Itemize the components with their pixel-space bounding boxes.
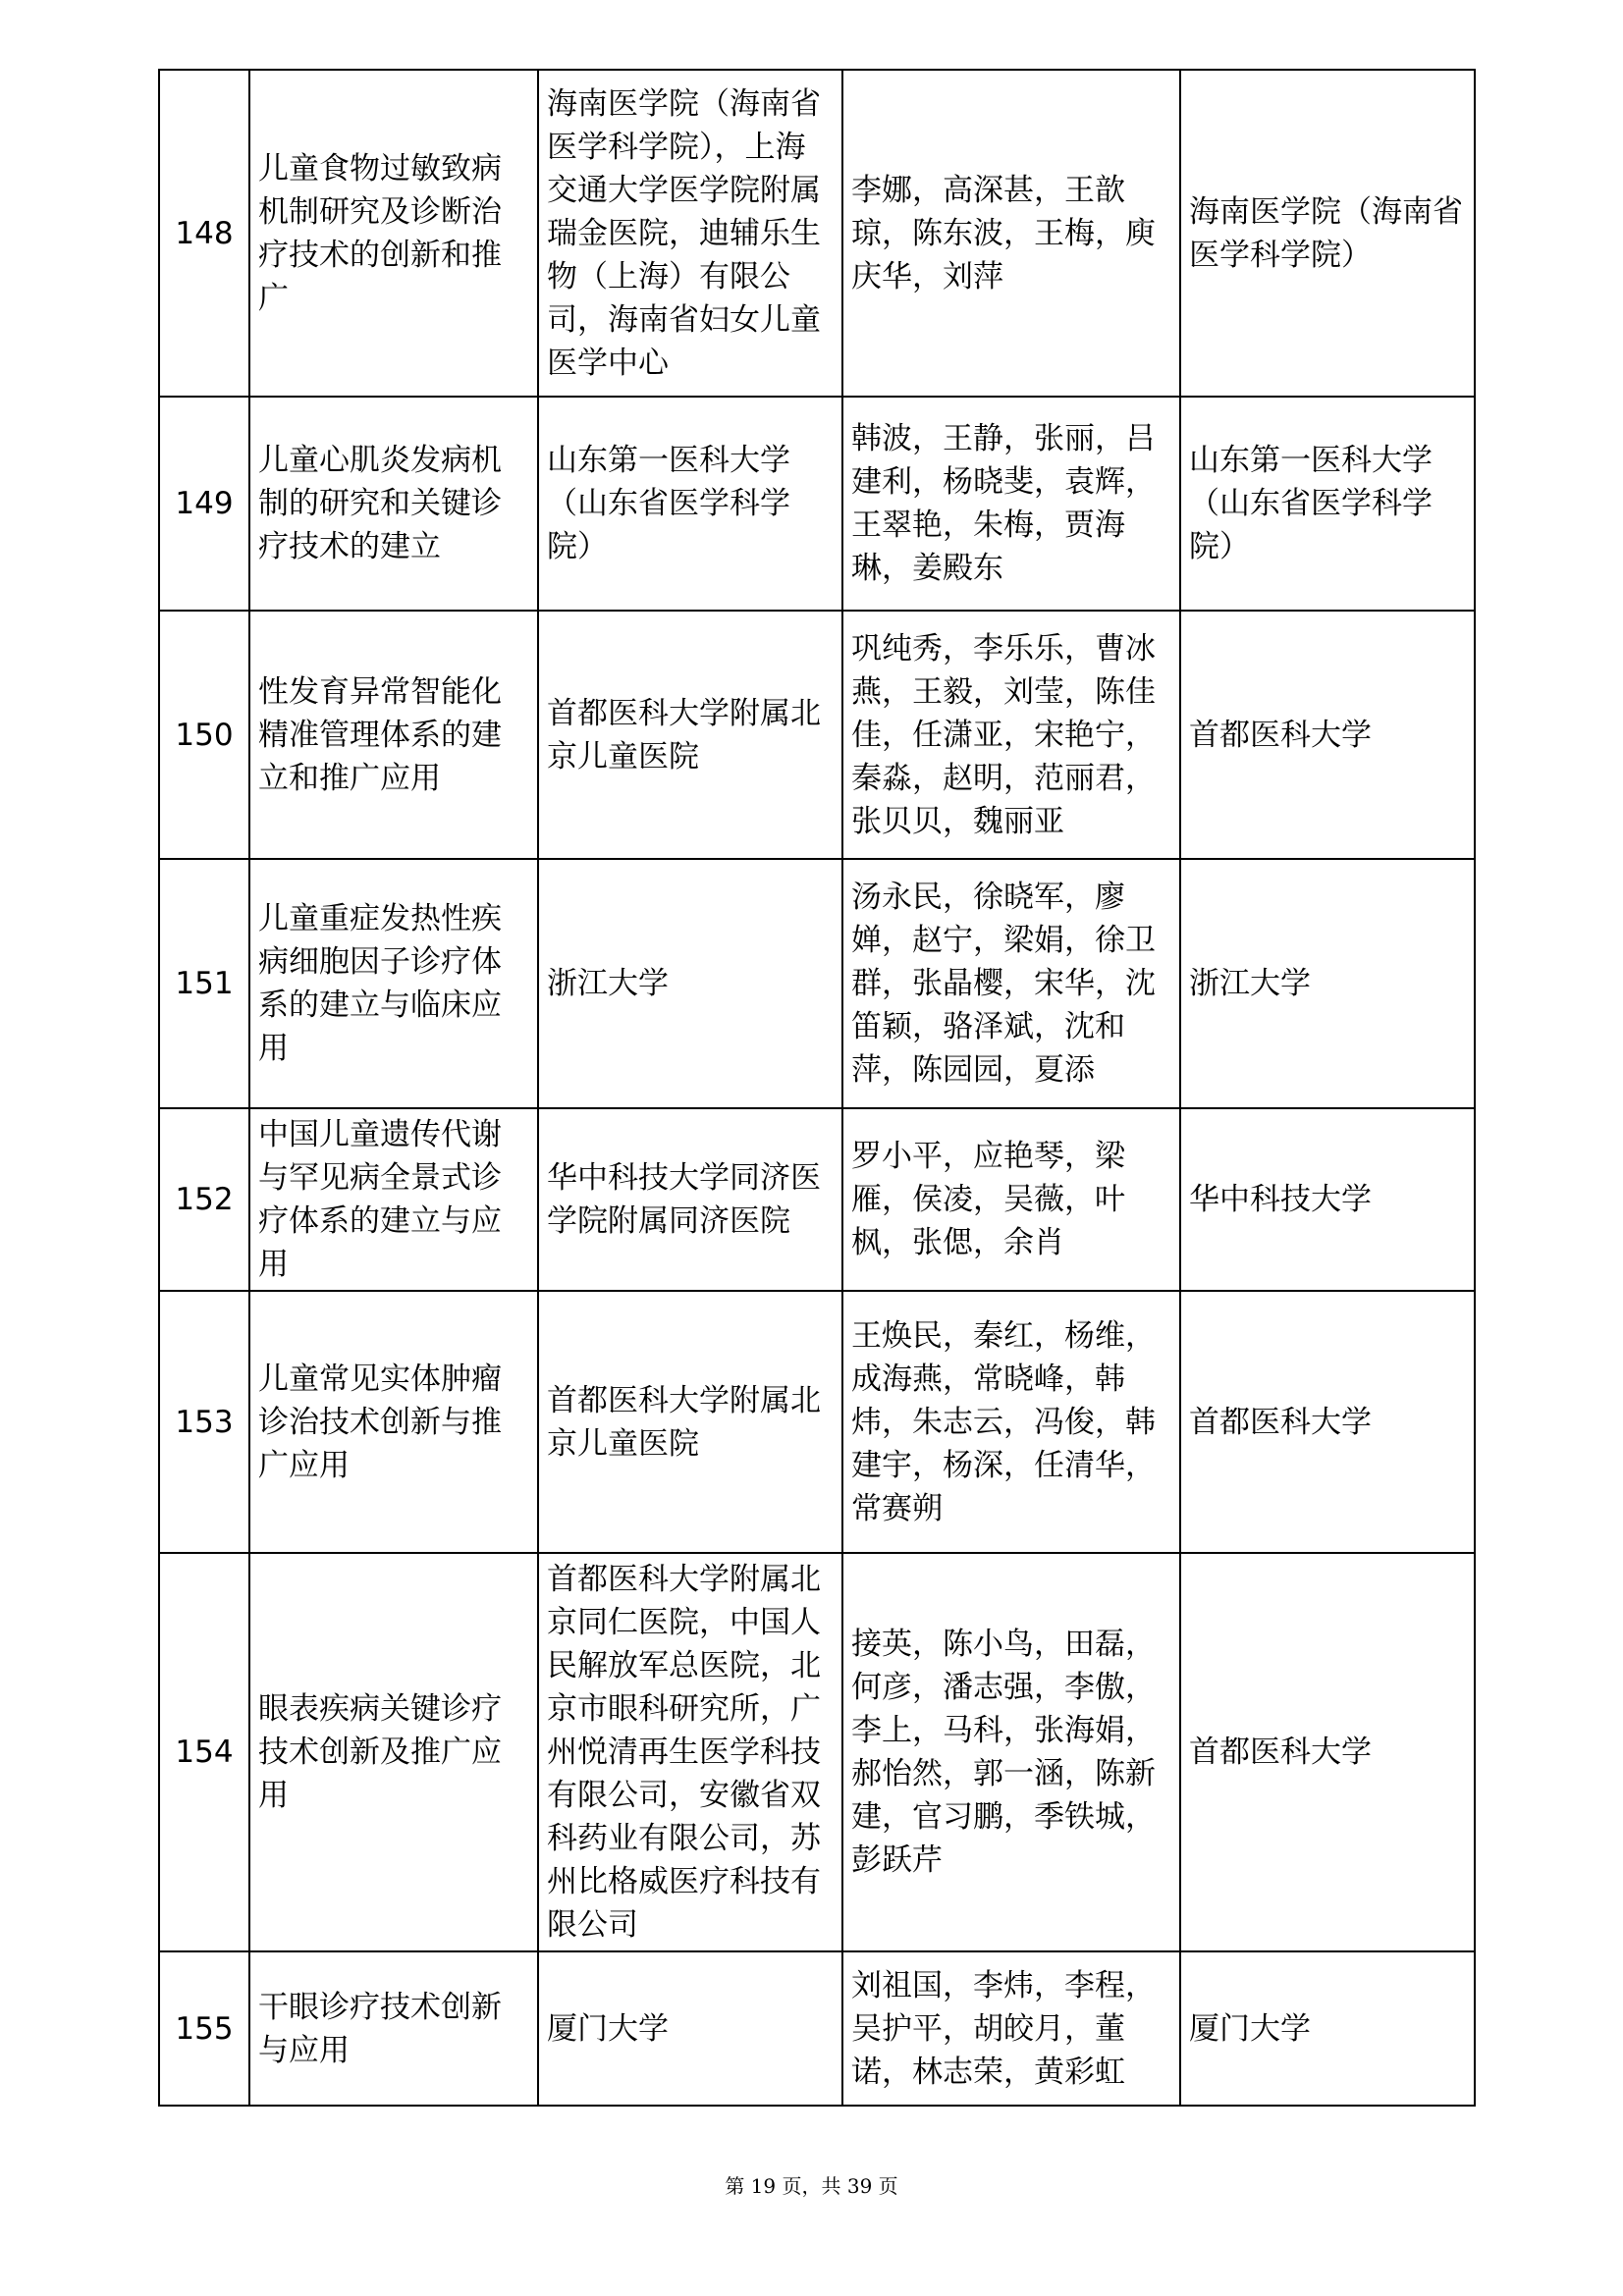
row-number: 148 — [159, 70, 249, 397]
project-name: 儿童食物过敏致病机制研究及诊断治疗技术的创新和推广 — [249, 70, 538, 397]
table-row — [159, 859, 1475, 1108]
page-footer: 第 19 页，共 39 页 — [725, 2174, 898, 2198]
project-name: 儿童心肌炎发病机制的研究和关键诊疗技术的建立 — [249, 397, 538, 611]
completion-units: 山东第一医科大学（山东省医学科学院） — [538, 397, 842, 611]
nominating-unit: 华中科技大学 — [1180, 1108, 1475, 1291]
table-row — [159, 70, 1475, 397]
completion-units: 浙江大学 — [538, 859, 842, 1108]
completion-units: 华中科技大学同济医学院附属同济医院 — [538, 1108, 842, 1291]
project-name: 性发育异常智能化精准管理体系的建立和推广应用 — [249, 611, 538, 859]
nominating-unit: 浙江大学 — [1180, 859, 1475, 1108]
project-name: 中国儿童遗传代谢与罕见病全景式诊疗体系的建立与应用 — [249, 1108, 538, 1291]
main-completers: 罗小平，应艳琴，梁雁，侯凌，吴薇，叶枫，张偲，余肖 — [842, 1108, 1180, 1291]
row-number: 149 — [159, 397, 249, 611]
row-number: 155 — [159, 1951, 249, 2106]
main-completers: 韩波，王静，张丽，吕建利，杨晓斐，袁辉，王翠艳，朱梅，贾海琳，姜殿东 — [842, 397, 1180, 611]
main-completers: 李娜，高深甚，王歆琼，陈东波，王梅，庾庆华，刘萍 — [842, 70, 1180, 397]
nominating-unit: 首都医科大学 — [1180, 611, 1475, 859]
table-row — [159, 1553, 1475, 1951]
nominating-unit: 首都医科大学 — [1180, 1291, 1475, 1553]
main-completers: 接英，陈小鸟，田磊，何彦，潘志强，李傲，李上，马科，张海娟，郝怡然，郭一涵，陈新建，官习鹏，季铁城，彭跃芹 — [842, 1553, 1180, 1951]
project-name: 儿童重症发热性疾病细胞因子诊疗体系的建立与临床应用 — [249, 859, 538, 1108]
table-row — [159, 611, 1475, 859]
project-name: 儿童常见实体肿瘤诊治技术创新与推广应用 — [249, 1291, 538, 1553]
table-row — [159, 1951, 1475, 2106]
main-completers: 王焕民，秦红，杨维，成海燕，常晓峰，韩炜，朱志云，冯俊，韩建宇，杨深，任清华，常赛朔 — [842, 1291, 1180, 1553]
completion-units: 海南医学院（海南省医学科学院），上海交通大学医学院附属瑞金医院，迪辅乐生物（上海）有限公司，海南省妇女儿童医学中心 — [538, 70, 842, 397]
row-number: 151 — [159, 859, 249, 1108]
nominating-unit: 厦门大学 — [1180, 1951, 1475, 2106]
project-name: 眼表疾病关键诊疗技术创新及推广应用 — [249, 1553, 538, 1951]
main-completers: 汤永民，徐晓军，廖婵，赵宁，梁娟，徐卫群，张晶樱，宋华，沈笛颖，骆泽斌，沈和萍，陈园园，夏添 — [842, 859, 1180, 1108]
row-number: 152 — [159, 1108, 249, 1291]
completion-units: 首都医科大学附属北京同仁医院，中国人民解放军总医院，北京市眼科研究所，广州悦清再生医学科技有限公司，安徽省双科药业有限公司，苏州比格威医疗科技有限公司 — [538, 1553, 842, 1951]
row-number: 153 — [159, 1291, 249, 1553]
nominating-unit: 首都医科大学 — [1180, 1553, 1475, 1951]
completion-units: 首都医科大学附属北京儿童医院 — [538, 1291, 842, 1553]
table-row — [159, 1108, 1475, 1291]
project-name: 干眼诊疗技术创新与应用 — [249, 1951, 538, 2106]
table-row — [159, 397, 1475, 611]
row-number: 150 — [159, 611, 249, 859]
row-number: 154 — [159, 1553, 249, 1951]
main-completers: 刘祖国，李炜，李程，吴护平，胡皎月，董诺，林志荣，黄彩虹 — [842, 1951, 1180, 2106]
completion-units: 首都医科大学附属北京儿童医院 — [538, 611, 842, 859]
nominating-unit: 海南医学院（海南省医学科学院） — [1180, 70, 1475, 397]
award-table — [158, 69, 1476, 2107]
table-row — [159, 1291, 1475, 1553]
main-completers: 巩纯秀，李乐乐，曹冰燕，王毅，刘莹，陈佳佳，任潇亚，宋艳宁，秦淼，赵明，范丽君，张贝贝，魏丽亚 — [842, 611, 1180, 859]
nominating-unit: 山东第一医科大学（山东省医学科学院） — [1180, 397, 1475, 611]
completion-units: 厦门大学 — [538, 1951, 842, 2106]
